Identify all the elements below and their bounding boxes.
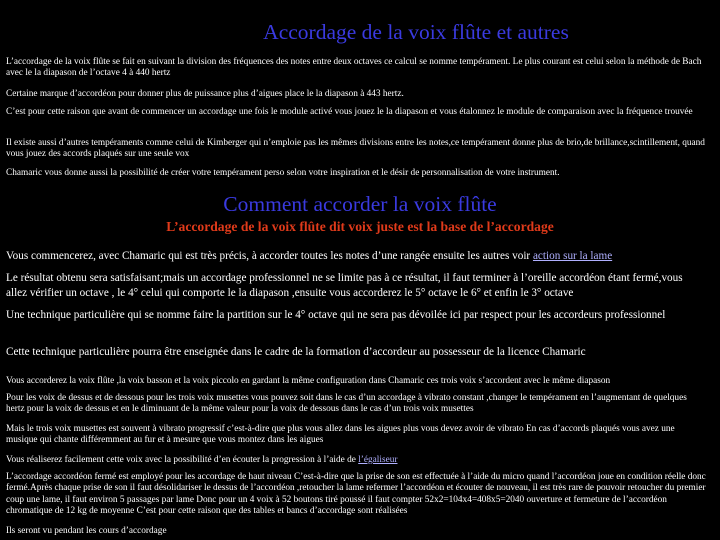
egaliseur-link[interactable]: l’égaliseur xyxy=(358,455,398,465)
lower-paragraph-14: L’accordage accordéon fermé est employé pour les accordage de haut niveau C’est-à-dire que la prise de son est effectuée à l’aide du micro quand l’accordéon joue en condition réelle donc fermé.Après chaque prise de son il faut désolidariser le dessus de l’accordéon ,retoucher la lame refermer l’accordéon et écouter de nouveau, il est très rare de pouvoir retoucher du premier coup une lame, il faut environ 5 passages par lame Donc pour un 4 voix à 52 boutons tiré poussé il faut compter 52x2=104x4=408x5=2040 ouverture et fermeture de l’accordéon chromatique de 12 kg de moyenne C’est pour cette raison que des tables et bancs d’accordage sont réalisées xyxy=(6,472,706,517)
body-paragraph-6-text: Vous commencerez, avec Chamaric qui est très précis, à accorder toutes les notes d’une rangée ensuite les autres voir xyxy=(6,250,531,262)
section-heading: Comment accorder la voix flûte xyxy=(223,192,497,216)
page-title: Accordage de la voix flûte et autres xyxy=(263,20,569,44)
intro-paragraph-4: Il existe aussi d’autres tempéraments comme celui de Kimberger qui n’emploie pas les mêmes divisions entre les notes,ce tempérament donne plus de brio,de brillance,scintillement, quand vous jouez des accords plaqués sur une seule vox xyxy=(6,138,705,160)
lower-paragraph-12: Mais le trois voix musettes est souvent à vibrato progressif c’est-à-dire que plus vous allez dans les aigues plus vous devez avoir de vibrato En cas d’accords plaqués vous avez une musique qui chante différemment au fur et à mesure que vous montez dans les aigues xyxy=(6,424,675,446)
lower-paragraph-13 xyxy=(6,455,706,466)
lower-paragraph-15: Ils seront vu pendant les cours d’accordage xyxy=(6,526,167,536)
body-paragraph-6 xyxy=(6,249,706,264)
intro-paragraph-3: C’est pour cette raison que avant de commencer un accordage une fois le module activé vous jouez le la diapason et vous étalonnez le module de comparaison avec la fréquence trouvée xyxy=(6,107,693,117)
section-subheading: L’accordage de la voix flûte dit voix juste est la base de l’accordage xyxy=(166,219,554,234)
lower-paragraph-11: Pour les voix de dessus et de dessous pour les trois voix musettes vous pouvez soit dans le cas d’un accordage à vibrato constant ,changer le tempérament en l’augmentant de quelques hertz pour la voix de dessus et en le diminuant de la même valeur pour la voix de dessous dans le cas d’un trois voix musettes xyxy=(6,393,687,415)
lower-paragraph-10: Vous accorderez la voix flûte ,la voix basson et la voix piccolo en gardant la même configuration dans Chamaric ces trois voix s’accordent avec le même diapason xyxy=(6,376,611,386)
body-paragraph-9: Cette technique particulière pourra être enseignée dans le cadre de la formation d’accordeur au possesseur de la licence Chamaric xyxy=(6,346,586,358)
intro-paragraph-5: Chamaric vous donne aussi la possibilité de créer votre tempérament perso selon votre inspiration et le désir de personnalisation de votre instrument. xyxy=(6,168,560,178)
action-sur-la-lame-link[interactable]: action sur la lame xyxy=(532,250,613,262)
body-paragraph-7: Le résultat obtenu sera satisfaisant;mais un accordage professionnel ne se limite pas à ce résultat, il faut terminer à l’oreille accordéon étant fermé,vous allez vérifier un octave , le 4° celui qui comporte le la diapason ,ensuite vous accorderez le 5° octave le 6° et enfin le 3° octave xyxy=(6,272,683,299)
body-paragraph-8: Une technique particulière qui se nomme faire la partition sur le 4° octave qui ne sera pas dévoilée ici par respect pour les accordeurs professionnel xyxy=(6,309,666,321)
intro-paragraph-1: L’accordage de la voix flûte se fait en suivant la division des fréquences des notes entre deux octaves ce calcul se nomme tempérament. Le plus courant est celui selon la méthode de Bach avec le la diapason de l’octave 4 à 440 hertz xyxy=(6,57,702,79)
lower-paragraph-13-text: Vous réaliserez facilement cette voix avec la possibilité d’en écouter la progression à l’aide de xyxy=(6,455,356,465)
intro-paragraph-2: Certaine marque d’accordéon pour donner plus de puissance plus d’aigues place le la diapason à 443 hertz. xyxy=(6,89,404,99)
